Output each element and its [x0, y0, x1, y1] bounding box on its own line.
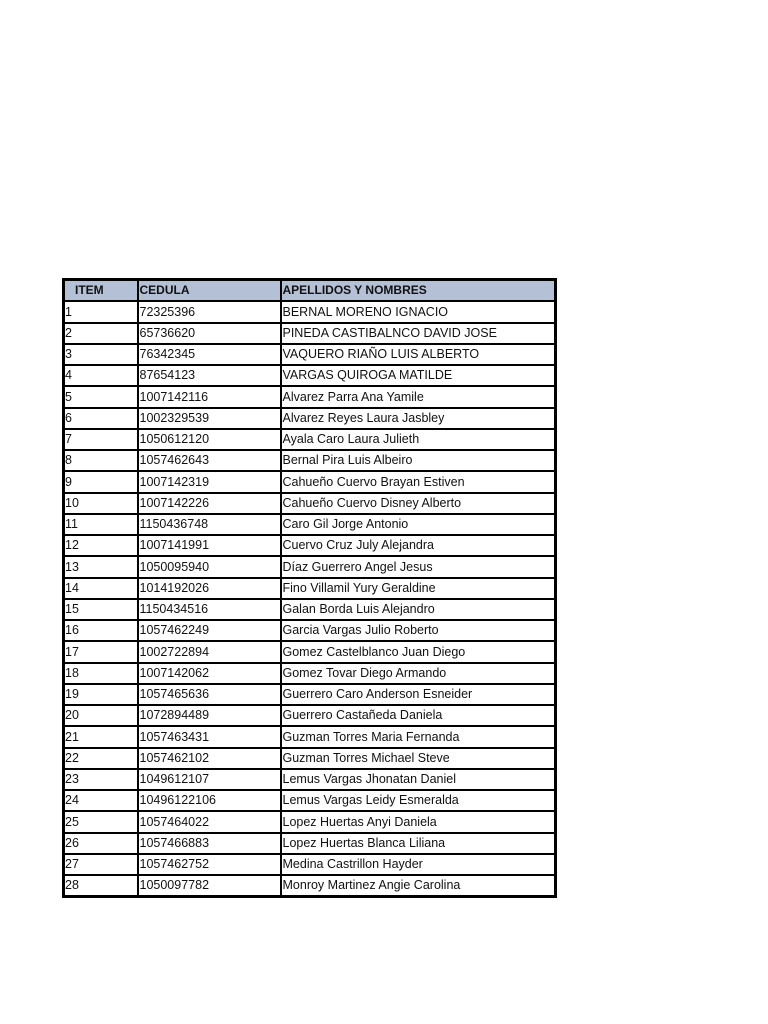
item-cell: 21 [64, 726, 138, 747]
name-cell: Caro Gil Jorge Antonio [281, 514, 556, 535]
item-cell: 27 [64, 854, 138, 875]
table-header [64, 280, 556, 302]
item-cell: 26 [64, 833, 138, 854]
table-row [64, 450, 556, 471]
cedula-cell: 65736620 [138, 323, 281, 344]
item-cell: 12 [64, 535, 138, 556]
table-row [64, 705, 556, 726]
student-list-table [62, 278, 557, 898]
cedula-cell: 1050095940 [138, 556, 281, 577]
item-cell: 24 [64, 790, 138, 811]
name-cell: Lopez Huertas Blanca Liliana [281, 833, 556, 854]
cedula-cell: 1057466883 [138, 833, 281, 854]
item-cell: 14 [64, 578, 138, 599]
table-row [64, 408, 556, 429]
cedula-cell: 1072894489 [138, 705, 281, 726]
table-row [64, 493, 556, 514]
header-row [64, 280, 556, 302]
item-cell: 15 [64, 599, 138, 620]
name-cell: Bernal Pira Luis Albeiro [281, 450, 556, 471]
table-row [64, 578, 556, 599]
cedula-cell: 1050097782 [138, 875, 281, 897]
table-row [64, 833, 556, 854]
column-header-names: APELLIDOS Y NOMBRES [281, 280, 556, 302]
cedula-cell: 1002722894 [138, 641, 281, 662]
cedula-cell: 76342345 [138, 344, 281, 365]
item-cell: 13 [64, 556, 138, 577]
table-row [64, 535, 556, 556]
name-cell: Guerrero Caro Anderson Esneider [281, 684, 556, 705]
table-row [64, 769, 556, 790]
table-row [64, 790, 556, 811]
item-cell: 10 [64, 493, 138, 514]
name-cell: VARGAS QUIROGA MATILDE [281, 365, 556, 386]
name-cell: Medina Castrillon Hayder [281, 854, 556, 875]
table-row [64, 663, 556, 684]
cedula-cell: 1014192026 [138, 578, 281, 599]
table-row [64, 726, 556, 747]
cedula-cell: 1057462249 [138, 620, 281, 641]
column-header-cedula: CEDULA [138, 280, 281, 302]
item-cell: 25 [64, 811, 138, 832]
item-cell: 19 [64, 684, 138, 705]
table-row [64, 323, 556, 344]
table-row [64, 471, 556, 492]
cedula-cell: 72325396 [138, 301, 281, 322]
column-header-item: ITEM [64, 280, 138, 302]
table-row [64, 811, 556, 832]
cedula-cell: 1007142116 [138, 386, 281, 407]
name-cell: Guerrero Castañeda Daniela [281, 705, 556, 726]
table-row [64, 599, 556, 620]
item-cell: 17 [64, 641, 138, 662]
cedula-cell: 1007141991 [138, 535, 281, 556]
table-body [64, 301, 556, 897]
item-cell: 16 [64, 620, 138, 641]
item-cell: 2 [64, 323, 138, 344]
table-row [64, 854, 556, 875]
name-cell: BERNAL MORENO IGNACIO [281, 301, 556, 322]
cedula-cell: 1057462102 [138, 748, 281, 769]
name-cell: Guzman Torres Maria Fernanda [281, 726, 556, 747]
table-row [64, 556, 556, 577]
name-cell: VAQUERO RIAÑO LUIS ALBERTO [281, 344, 556, 365]
cedula-cell: 1057465636 [138, 684, 281, 705]
name-cell: Ayala Caro Laura Julieth [281, 429, 556, 450]
cedula-cell: 1049612107 [138, 769, 281, 790]
item-cell: 7 [64, 429, 138, 450]
cedula-cell: 1007142226 [138, 493, 281, 514]
item-cell: 4 [64, 365, 138, 386]
item-cell: 23 [64, 769, 138, 790]
item-cell: 18 [64, 663, 138, 684]
item-cell: 11 [64, 514, 138, 535]
name-cell: Galan Borda Luis Alejandro [281, 599, 556, 620]
cedula-cell: 1007142319 [138, 471, 281, 492]
table-row [64, 344, 556, 365]
item-cell: 22 [64, 748, 138, 769]
name-cell: Cahueño Cuervo Disney Alberto [281, 493, 556, 514]
table-row [64, 386, 556, 407]
cedula-cell: 1057464022 [138, 811, 281, 832]
table-row [64, 514, 556, 535]
table-row [64, 429, 556, 450]
name-cell: Gomez Tovar Diego Armando [281, 663, 556, 684]
name-cell: Cahueño Cuervo Brayan Estiven [281, 471, 556, 492]
name-cell: Cuervo Cruz July Alejandra [281, 535, 556, 556]
cedula-cell: 1150434516 [138, 599, 281, 620]
name-cell: Gomez Castelblanco Juan Diego [281, 641, 556, 662]
cedula-cell: 1150436748 [138, 514, 281, 535]
item-cell: 3 [64, 344, 138, 365]
table-row [64, 620, 556, 641]
name-cell: Lemus Vargas Jhonatan Daniel [281, 769, 556, 790]
name-cell: Garcia Vargas Julio Roberto [281, 620, 556, 641]
item-cell: 9 [64, 471, 138, 492]
name-cell: Alvarez Reyes Laura Jasbley [281, 408, 556, 429]
cedula-cell: 1057463431 [138, 726, 281, 747]
cedula-cell: 87654123 [138, 365, 281, 386]
item-cell: 20 [64, 705, 138, 726]
name-cell: Guzman Torres Michael Steve [281, 748, 556, 769]
item-cell: 1 [64, 301, 138, 322]
cedula-cell: 1007142062 [138, 663, 281, 684]
cedula-cell: 1002329539 [138, 408, 281, 429]
item-cell: 8 [64, 450, 138, 471]
item-cell: 28 [64, 875, 138, 897]
table-row [64, 641, 556, 662]
name-cell: Lopez Huertas Anyi Daniela [281, 811, 556, 832]
table-row [64, 365, 556, 386]
name-cell: Díaz Guerrero Angel Jesus [281, 556, 556, 577]
item-cell: 5 [64, 386, 138, 407]
table-row [64, 301, 556, 322]
table-row [64, 684, 556, 705]
name-cell: Lemus Vargas Leidy Esmeralda [281, 790, 556, 811]
cedula-cell: 1057462752 [138, 854, 281, 875]
name-cell: Alvarez Parra Ana Yamile [281, 386, 556, 407]
item-cell: 6 [64, 408, 138, 429]
cedula-cell: 1050612120 [138, 429, 281, 450]
name-cell: Monroy Martinez Angie Carolina [281, 875, 556, 897]
table-row [64, 748, 556, 769]
name-cell: PINEDA CASTIBALNCO DAVID JOSE [281, 323, 556, 344]
name-cell: Fino Villamil Yury Geraldine [281, 578, 556, 599]
cedula-cell: 10496122106 [138, 790, 281, 811]
table-row [64, 875, 556, 897]
cedula-cell: 1057462643 [138, 450, 281, 471]
